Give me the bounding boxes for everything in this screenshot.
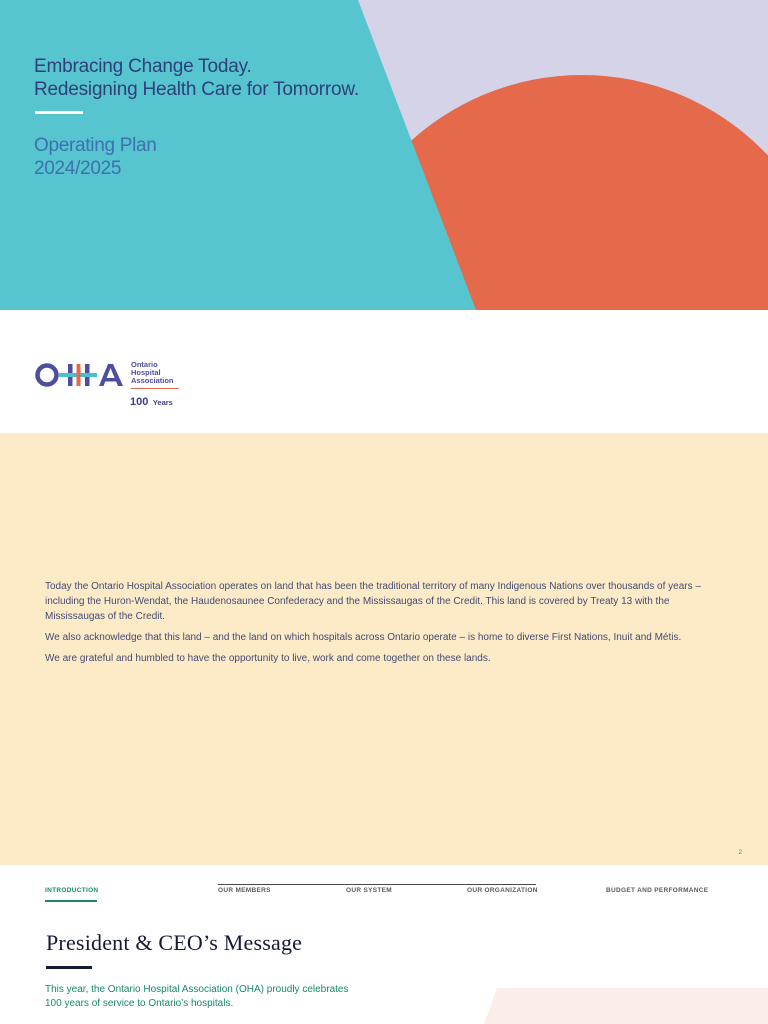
logo-a-shape <box>99 364 123 386</box>
logo-years <box>130 392 173 410</box>
ceo-title-rule <box>46 966 92 969</box>
logo-h-vertical <box>77 364 81 386</box>
cover-subtitle-line1: Operating Plan <box>34 135 157 156</box>
cover-subtitle-line2: 2024/2025 <box>34 158 122 179</box>
logo-name-line2: Hospital <box>131 368 161 377</box>
oha-logo-mark <box>35 360 127 390</box>
cover-headline-line1: Embracing Change Today. <box>34 56 252 77</box>
land-paragraph-1: Today the Ontario Hospital Association operates on land that has been the traditional territory of many Indigenous Nations over thousands of years – including the Huron-Wendat, the Haudenosaunee Confederacy and the Mississaugas of the Credit. This land is covered by Treaty 13 with the Mississaugas of the Credit. <box>45 581 701 622</box>
nav-budget-and-performance[interactable]: BUDGET AND PERFORMANCE <box>606 887 709 894</box>
cover-hero <box>0 0 768 310</box>
logo-band <box>0 310 768 433</box>
nav-our-members[interactable]: OUR MEMBERS <box>218 887 271 894</box>
logo-name-line1: Ontario <box>131 360 158 369</box>
nav-rule <box>218 884 536 885</box>
logo-o-shape <box>38 366 57 385</box>
ceo-message-title: President & CEO’s Message <box>46 930 303 955</box>
cover-divider <box>35 111 83 114</box>
section-nav <box>0 865 768 925</box>
ceo-intro-line1: This year, the Ontario Hospital Association (OHA) proudly celebrates <box>45 984 349 995</box>
land-acknowledgement <box>0 433 768 865</box>
land-acknowledgement-text <box>45 579 715 672</box>
cover-subtitle <box>34 134 157 180</box>
logo-years-word: Years <box>152 398 173 407</box>
logo-name-line3: Association <box>131 376 174 385</box>
page-number: 2 <box>738 850 742 856</box>
land-paragraph-2: We also acknowledge that this land – and the land on which hospitals across Ontario operate – is home to diverse First Nations, Inuit and Métis. <box>45 632 682 643</box>
ceo-message-intro <box>45 983 375 1011</box>
logo-divider <box>131 388 179 389</box>
nav-introduction[interactable]: INTRODUCTION <box>45 887 99 894</box>
cover-headline-line2: Redesigning Health Care for Tomorrow. <box>34 79 359 100</box>
logo-a-crossbar <box>105 378 117 382</box>
cover-headline <box>34 55 414 101</box>
nav-our-system[interactable]: OUR SYSTEM <box>346 887 392 894</box>
nav-our-organization[interactable]: OUR ORGANIZATION <box>467 887 538 894</box>
pink-corner-panel <box>484 988 768 1024</box>
logo-wordmark <box>131 361 174 385</box>
nav-active-underline <box>45 900 97 902</box>
land-paragraph-3: We are grateful and humbled to have the opportunity to live, work and come together on these lands. <box>45 653 491 664</box>
oha-logo <box>35 360 195 420</box>
ceo-intro-line2: 100 years of service to Ontario’s hospitals. <box>45 998 234 1009</box>
logo-years-number: 100 <box>130 396 149 408</box>
